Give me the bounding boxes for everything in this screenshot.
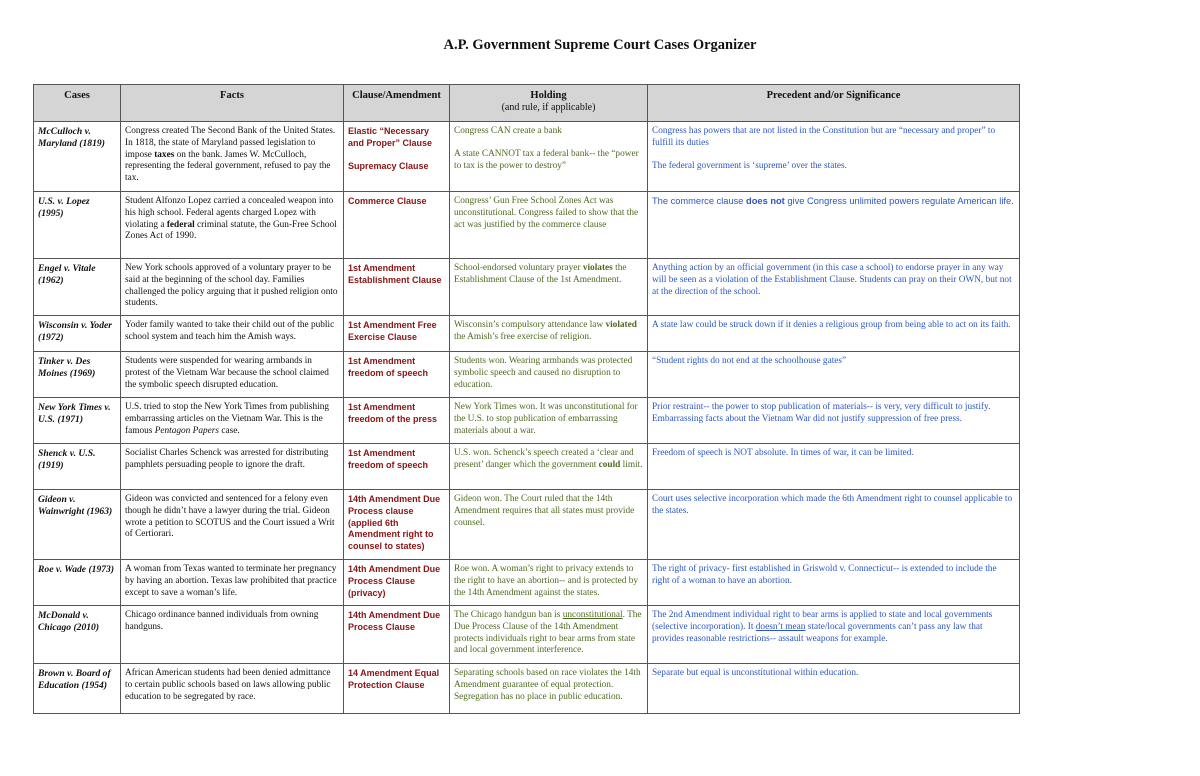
precedent-cell: The commerce clause does not give Congress unlimited powers regulate American life. [648, 192, 1020, 259]
table-row [34, 444, 1020, 490]
precedent-cell: “Student rights do not end at the schoolhouse gates” [648, 352, 1020, 398]
table-row [34, 606, 1020, 664]
header-holding [450, 85, 648, 122]
holding-cell: Congress’ Gun Free School Zones Act was unconstitutional. Congress failed to show that the act was justified by the commerce clause [450, 192, 648, 259]
header-facts: Facts [121, 85, 344, 122]
facts-cell: Student Alfonzo Lopez carried a concealed weapon into his high school. Federal agents charged Lopez with violating a federal criminal statute, the Gun-Free School Zones Act of 1990. [121, 192, 344, 259]
facts-cell: Gideon was convicted and sentenced for a felony even though he didn’t have a lawyer during the trial. Gideon wrote a petition to SCOTUS and the Court issued a Writ of Certiorari. [121, 490, 344, 560]
header-holding-sub: (and rule, if applicable) [501, 101, 596, 113]
clause-cell: 1st Amendment freedom of speech [344, 444, 450, 490]
precedent-cell: A state law could be struck down if it denies a religious group from being able to act on its faith. [648, 316, 1020, 352]
facts-cell: Congress created The Second Bank of the United States. In 1818, the state of Maryland passed legislation to impose taxes on the bank. James W. McCulloch, representing the federal government, refused to pay the tax. [121, 122, 344, 192]
header-clause: Clause/Amendment [344, 85, 450, 122]
cases-table [33, 84, 1020, 714]
clause-cell: 14th Amendment Due Process Clause [344, 606, 450, 664]
precedent-cell: Congress has powers that are not listed in the Constitution but are “necessary and proper” to fulfill its duties The federal government is ‘supreme’ over the states. [648, 122, 1020, 192]
precedent-cell: The right of privacy- first established in Griswold v. Connecticut-- is extended to include the right of a woman to have an abortion. [648, 560, 1020, 606]
holding-cell: New York Times won. It was unconstitutional for the U.S. to stop publication of embarrassing materials about a war. [450, 398, 648, 444]
holding-cell: The Chicago handgun ban is unconstitutional. The Due Process Clause of the 14th Amendment protects individuals right to bear arms from state and local government interference. [450, 606, 648, 664]
table-row [34, 490, 1020, 560]
case-name: New York Times v. U.S. (1971) [34, 398, 121, 444]
table-row [34, 398, 1020, 444]
holding-cell: School-endorsed voluntary prayer violates the Establishment Clause of the 1st Amendment. [450, 259, 648, 316]
precedent-cell: The 2nd Amendment individual right to bear arms is applied to state and local governments (selective incorporation). It doesn’t mean state/local governments can’t pass any law that provides reasonable restrictions-- assault weapons for example. [648, 606, 1020, 664]
table-row [34, 352, 1020, 398]
clause-cell: Elastic “Necessary and Proper” Clause Supremacy Clause [344, 122, 450, 192]
case-name: Engel v. Vitale (1962) [34, 259, 121, 316]
precedent-cell: Court uses selective incorporation which made the 6th Amendment right to counsel applicable to the states. [648, 490, 1020, 560]
precedent-cell: Prior restraint-- the power to stop publication of materials-- is very, very difficult to justify. Embarrassing facts about the Vietnam War did not justify suppression of free press. [648, 398, 1020, 444]
case-name: McDonald v. Chicago (2010) [34, 606, 121, 664]
facts-cell: U.S. tried to stop the New York Times from publishing embarrassing articles on the Vietnam War. This is the famous Pentagon Papers case. [121, 398, 344, 444]
holding-cell: Students won. Wearing armbands was protected symbolic speech and caused no disruption to education. [450, 352, 648, 398]
case-name: Wisconsin v. Yoder (1972) [34, 316, 121, 352]
case-name: McCulloch v. Maryland (1819) [34, 122, 121, 192]
facts-cell: Socialist Charles Schenck was arrested for distributing pamphlets persuading people to ignore the draft. [121, 444, 344, 490]
case-name: Roe v. Wade (1973) [34, 560, 121, 606]
clause-cell: 14th Amendment Due Process Clause (privacy) [344, 560, 450, 606]
table-row [34, 259, 1020, 316]
clause-cell: 1st Amendment Free Exercise Clause [344, 316, 450, 352]
facts-cell: Chicago ordinance banned individuals from owning handguns. [121, 606, 344, 664]
clause-cell: 1st Amendment freedom of the press [344, 398, 450, 444]
facts-cell: African American students had been denied admittance to certain public schools based on laws allowing public education to be segregated by race. [121, 664, 344, 714]
facts-cell: Students were suspended for wearing armbands in protest of the Vietnam War because the school claimed the symbolic speech disrupted education. [121, 352, 344, 398]
case-name: Gideon v. Wainwright (1963) [34, 490, 121, 560]
header-precedent: Precedent and/or Significance [648, 85, 1020, 122]
precedent-cell: Separate but equal is unconstitutional within education. [648, 664, 1020, 714]
case-name: Brown v. Board of Education (1954) [34, 664, 121, 714]
clause-cell: 14 Amendment Equal Protection Clause [344, 664, 450, 714]
clause-cell: Commerce Clause [344, 192, 450, 259]
holding-cell: U.S. won. Schenck’s speech created a ‘clear and present’ danger which the government could limit. [450, 444, 648, 490]
facts-cell: New York schools approved of a voluntary prayer to be said at the beginning of the school day. Families challenged the policy arguing that it pushed religion onto students. [121, 259, 344, 316]
holding-cell: Congress CAN create a bank A state CANNOT tax a federal bank-- the “power to tax is the power to destroy” [450, 122, 648, 192]
header-cases: Cases [34, 85, 121, 122]
page-title: A.P. Government Supreme Court Cases Organizer [443, 37, 757, 53]
clause-cell: 14th Amendment Due Process clause (applied 6th Amendment right to counsel to states) [344, 490, 450, 560]
table-row [34, 192, 1020, 259]
holding-cell: Gideon won. The Court ruled that the 14th Amendment requires that all states must provide counsel. [450, 490, 648, 560]
table-row [34, 560, 1020, 606]
facts-cell: A woman from Texas wanted to terminate her pregnancy by having an abortion. Texas law prohibited that practice except to save a woman’s life. [121, 560, 344, 606]
holding-cell: Wisconsin’s compulsory attendance law violated the Amish’s free exercise of religion. [450, 316, 648, 352]
case-name: Shenck v. U.S. (1919) [34, 444, 121, 490]
case-name: U.S. v. Lopez (1995) [34, 192, 121, 259]
table-row [34, 664, 1020, 714]
facts-cell: Yoder family wanted to take their child out of the public school system and teach him the Amish ways. [121, 316, 344, 352]
table-row [34, 122, 1020, 192]
table-row [34, 316, 1020, 352]
holding-cell: Roe won. A woman’s right to privacy extends to the right to have an abortion-- and is protected by the 14th Amendment against the states. [450, 560, 648, 606]
clause-cell: 1st Amendment Establishment Clause [344, 259, 450, 316]
header-row [34, 85, 1020, 122]
header-holding-label: Holding [530, 90, 567, 101]
case-name: Tinker v. Des Moines (1969) [34, 352, 121, 398]
holding-cell: Separating schools based on race violates the 14th Amendment guarantee of equal protection. Segregation has no place in public education. [450, 664, 648, 714]
precedent-cell: Freedom of speech is NOT absolute. In times of war, it can be limited. [648, 444, 1020, 490]
clause-cell: 1st Amendment freedom of speech [344, 352, 450, 398]
precedent-cell: Anything action by an official government (in this case a school) to endorse prayer in any way will be seen as a violation of the Establishment Clause. Students can pray on their OWN, but not at the direction of the school. [648, 259, 1020, 316]
